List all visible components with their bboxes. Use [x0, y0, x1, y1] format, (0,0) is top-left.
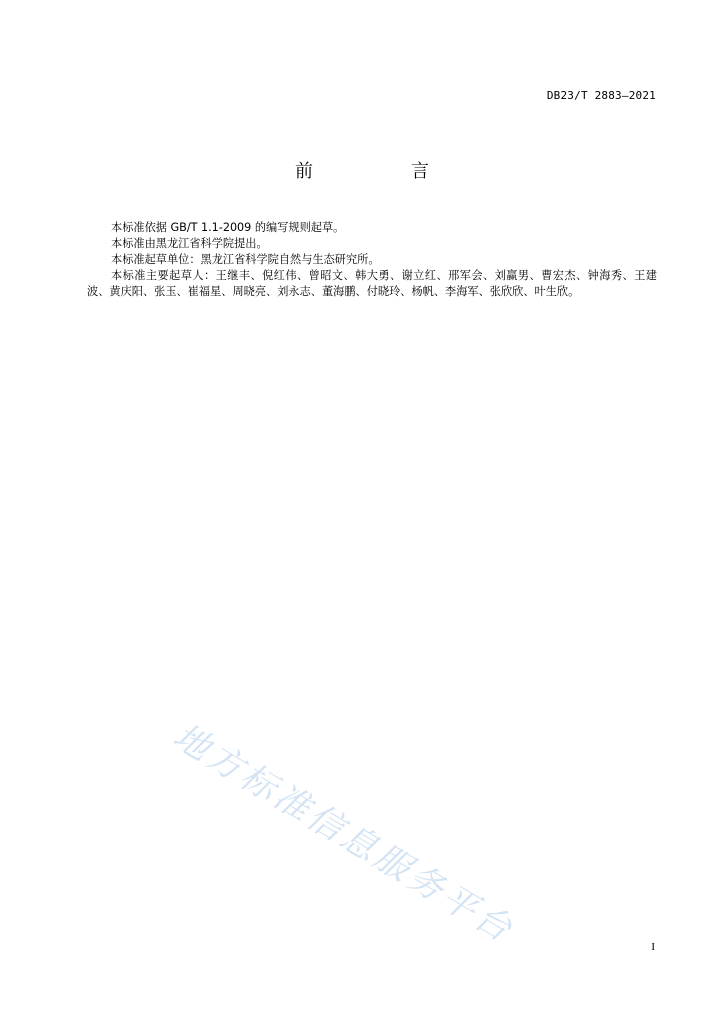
- paragraph-drafting-unit: 本标准起草单位：黑龙江省科学院自然与生态研究所。: [111, 253, 380, 266]
- page-number: I: [651, 941, 655, 953]
- watermark: 地方标准信息服务平台: [166, 716, 522, 952]
- section-title: 前 言: [295, 161, 469, 182]
- foreword-body: [87, 220, 657, 300]
- paragraph-drafters: 本标准主要起草人：王继丰、倪红伟、曾昭文、韩大勇、谢立红、邢军会、刘赢男、曹宏杰、钟海秀、王建波、黄庆阳、张玉、崔福星、周晓亮、刘永志、董海鹏、付晓玲、杨帆、李海军、张欣欣、叶生欣。: [87, 269, 657, 298]
- standard-code: DB23/T 2883—2021: [546, 89, 656, 102]
- paragraph-drafting-rules: 本标准依据 GB/T 1.1-2009 的编写规则起草。: [111, 221, 345, 234]
- paragraph-proposer: 本标准由黑龙江省科学院提出。: [111, 237, 268, 250]
